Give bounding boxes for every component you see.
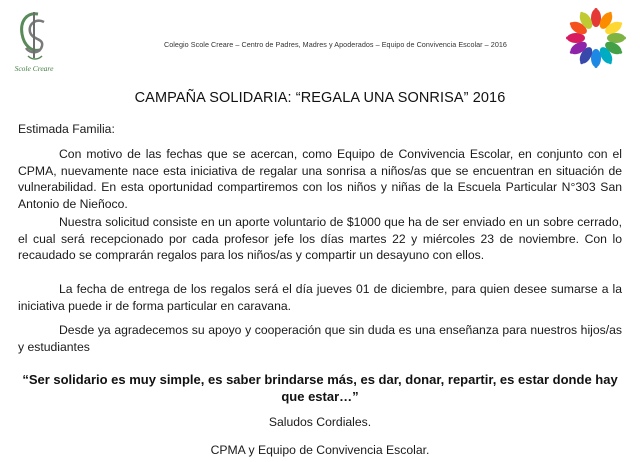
letter-title: CAMPAÑA SOLIDARIA: “REGALA UNA SONRISA” 2016: [134, 90, 506, 106]
institution-line: Colegio Scole Creare – Centro de Padres, Madres y Apoderados – Equipo de Convivencia Escolar – 2016: [164, 40, 507, 49]
paragraph-intro: Con motivo de las fechas que se acercan, como Equipo de Convivencia Escolar, en conjunto con el CPMA, nuevamente nace esta iniciativa de regalar una sonrisa a niños/as que se encuentran en situación de vulnerabilidad. En esta oportunidad compartiremos con los niños y niñas de la Escuela Particular N°303 San Antonio de Nieñoco.: [18, 147, 622, 211]
paragraph-delivery-date: La fecha de entrega de los regalos será el día jueves 01 de diciembre, para quien desee sumarse a la iniciativa puede ir de forma particular en caravana.: [18, 282, 622, 313]
greeting: Estimada Familia:: [18, 122, 115, 136]
logo-caption: Scole Creare: [14, 64, 54, 73]
letter-header: [0, 0, 640, 78]
paragraph-request: Nuestra solicitud consiste en un aporte voluntario de $1000 que ha de ser enviado en un sobre cerrado, el cual será recepcionado por cada profesor jefe los días martes 22 y miércoles 23 de noviembre. Con lo recaudado se comprarán regalos para los niños/as y compartir un desayuno con ellos.: [18, 215, 622, 263]
school-logo: [14, 8, 54, 66]
signature: CPMA y Equipo de Convivencia Escolar.: [210, 443, 430, 457]
closing-salutation: Saludos Cordiales.: [268, 415, 372, 429]
hands-circle-logo: [560, 6, 632, 70]
solidarity-quote: “Ser solidario es muy simple, es saber brindarse más, es dar, donar, repartir, es estar donde hay que estar…”: [22, 372, 618, 404]
paragraph-thanks: Desde ya agradecemos su apoyo y cooperación que sin duda es una enseñanza para nuestros hijos/as y estudiantes: [18, 323, 622, 354]
